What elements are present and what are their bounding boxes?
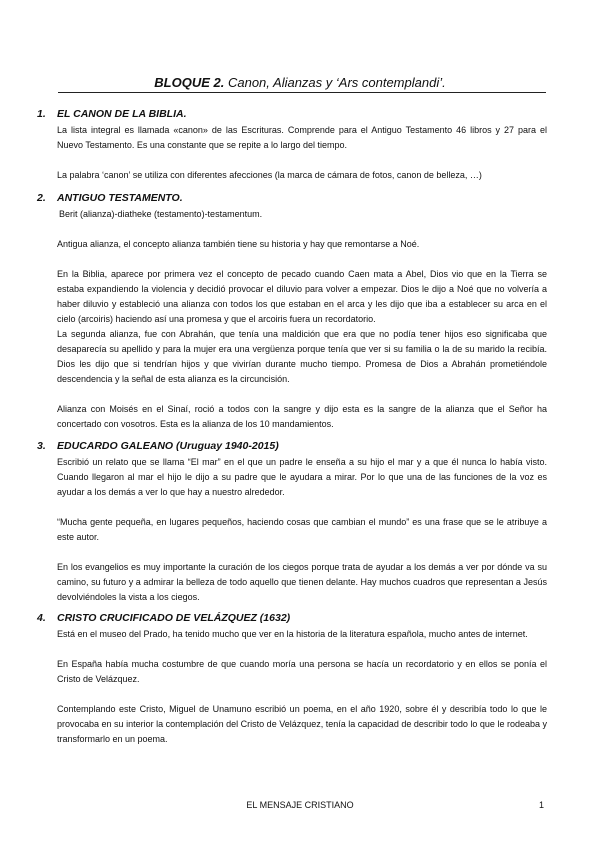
paragraph: En la Biblia, aparece por primera vez el concepto de pecado cuando Caen mata a Abel, Dios vio que en la Tierra se estaba expandiendo la violencia y decidió provocar el diluvio para volver a empezar. Dios le dijo a Noé que no volvería a haber diluvio y estableció una alianza con todos los que estaban en el arca y les dijo que iba a establecer su arca en el cielo (arcoiris) haciendo así una promesa y que el arcoiris fuera un recordatorio. (57, 269, 547, 324)
title-underline (58, 92, 546, 93)
section-title: ANTIGUO TESTAMENTO. (57, 192, 183, 204)
page-number: 1 (538, 800, 544, 810)
section-title: CRISTO CRUCIFICADO DE VELÁZQUEZ (1632) (57, 612, 291, 624)
paragraph: Berit (alianza)-diatheke (testamento)-testamentum. (59, 209, 263, 219)
footer-label: EL MENSAJE CRISTIANO (246, 800, 354, 810)
section-number: 4. (37, 612, 46, 624)
section-cristo-velazquez (37, 612, 547, 747)
section-heading (37, 440, 547, 455)
page-title (60, 75, 540, 90)
paragraph: La lista integral es llamada «canon» de las Escrituras. Comprende para el Antiguo Testamento 46 libros y 27 para el Nuevo Testamento. Es una constante que se repite a lo largo del tiempo. (57, 125, 547, 150)
section-antiguo-testamento (37, 192, 547, 432)
section-heading (37, 612, 547, 627)
paragraph: En España había mucha costumbre de que cuando moría una persona se hacía un recordatorio y en ellos se ponía el Cristo de Velázquez. (57, 659, 547, 684)
paragraph: La palabra ‘canon’ se utiliza con diferentes afecciones (la marca de cámara de fotos, canon de belleza, …) (57, 170, 482, 180)
title-rest: Canon, Alianzas y ‘Ars contemplandi’. (224, 75, 446, 90)
section-title: EDUCARDO GALEANO (Uruguay 1940-2015) (57, 440, 279, 452)
title-bold: BLOQUE 2. (154, 75, 225, 90)
section-canon (37, 108, 547, 183)
section-title: EL CANON DE LA BIBLIA. (57, 108, 187, 120)
paragraph: Contemplando este Cristo, Miguel de Unamuno escribió un poema, en el año 1920, sobre él y describía todo lo que le provocaba en su interior la contemplación del Cristo de Velázquez, tenía la capacidad de describir todo lo que le rodeaba y transformarlo en un poema. (57, 704, 547, 744)
paragraph: La segunda alianza, fue con Abrahán, que tenía una maldición que era que no podía tener hijos eso significaba que desaparecía su apellido y para la mujer era una vergüenza porque tenía que ver si su familia o la de su marido la recibía. Dios les dijo que si tendrían hijos y que vivirían durante mucho tiempo. Promesa de Dios a Abrahán prometiéndole descendencia y la señal de esta alianza es la circuncisión. (57, 329, 547, 384)
section-number: 1. (37, 108, 46, 120)
paragraph: Escribió un relato que se llama “El mar” en el que un padre le enseña a su hijo el mar y a que él nunca lo había visto. Cuando llegaron al mar el hijo le dijo a su padre que le ayudara a mirar. Por lo que una de las funciones de la voz es ayudar a los demás a ver lo que hay a nuestro alrededor. (57, 457, 547, 497)
section-heading (37, 192, 547, 207)
section-galeano (37, 440, 547, 605)
paragraph: En los evangelios es muy importante la curación de los ciegos porque trata de ayudar a los demás a ver por dónde va su camino, su futuro y a admirar la belleza de todo aquello que tienen delante. Hay muchos cuadros que representan a Jesús devolviéndoles la vista a los ciegos. (57, 562, 547, 602)
paragraph: Antigua alianza, el concepto alianza también tiene su historia y hay que remontarse a Noé. (57, 239, 420, 249)
section-heading (37, 108, 547, 123)
section-number: 2. (37, 192, 46, 204)
paragraph: Está en el museo del Prado, ha tenido mucho que ver en la historia de la literatura española, mucho antes de internet. (57, 629, 528, 639)
paragraph: Alianza con Moisés en el Sinaí, roció a todos con la sangre y dijo esta es la sangre de la alianza que el Señor ha concertado con vosotros. Esta es la alianza de los 10 mandamientos. (57, 404, 547, 429)
section-number: 3. (37, 440, 46, 452)
paragraph: “Mucha gente pequeña, en lugares pequeños, haciendo cosas que cambian el mundo” es una frase que se le atribuye a este autor. (57, 517, 547, 542)
